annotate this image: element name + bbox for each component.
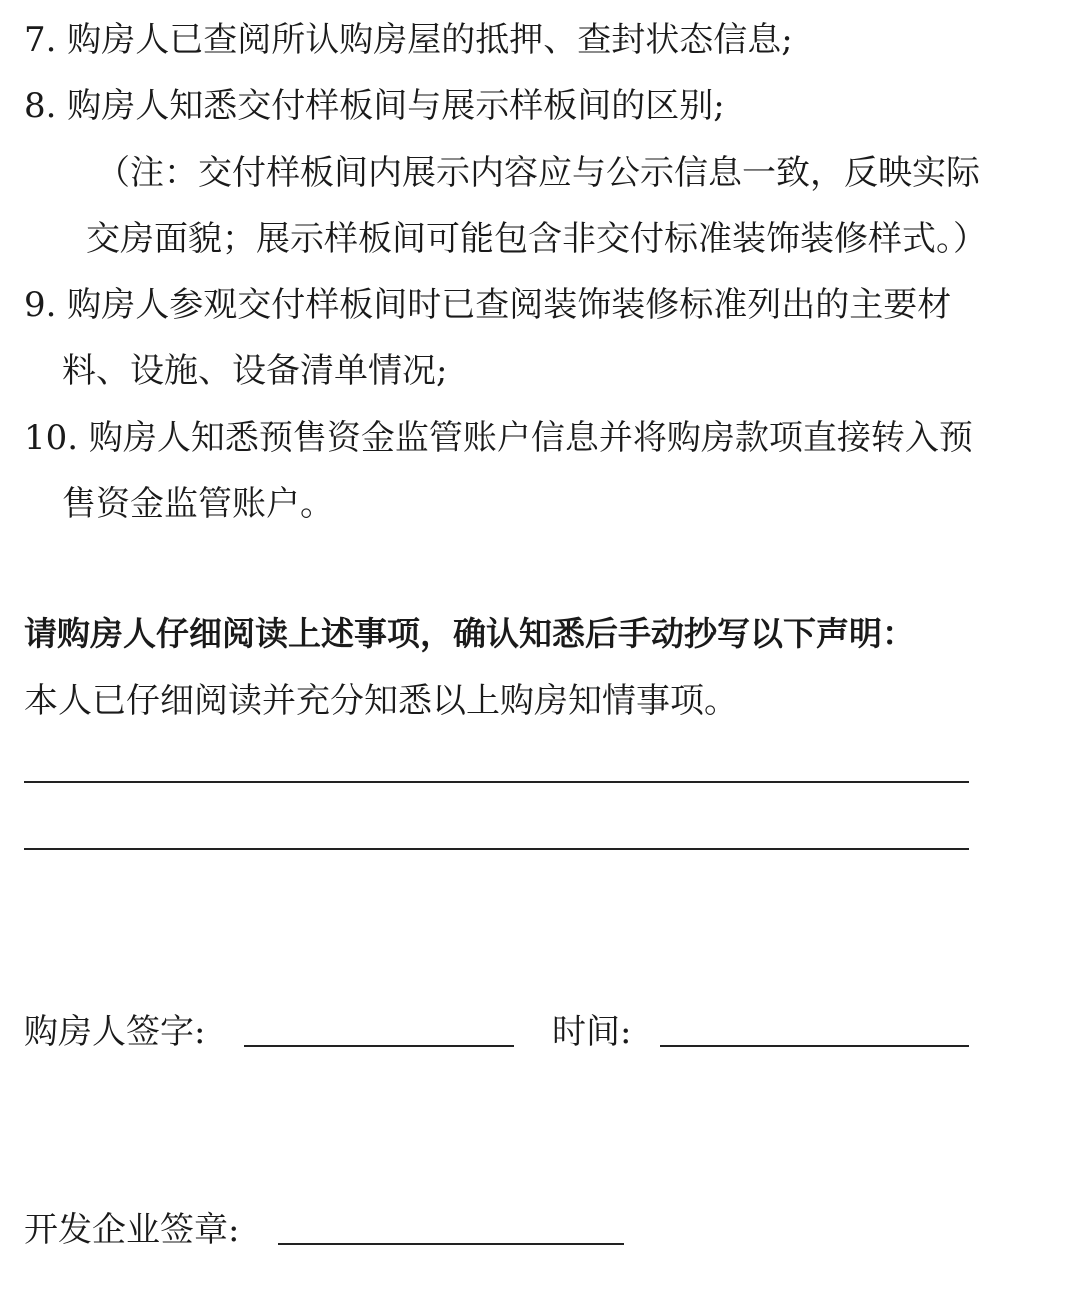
buyer-signature-label-text: 购房人签字: bbox=[24, 1012, 206, 1052]
handwriting-line-2[interactable] bbox=[24, 848, 969, 850]
time-label-text: 时间: bbox=[552, 1012, 632, 1052]
item-8 bbox=[24, 86, 725, 126]
note-line-2-text: 交房面貌；展示样板间可能包含非交付标准装饰装修样式。） bbox=[86, 219, 987, 259]
item-10-line-2 bbox=[62, 484, 334, 524]
item-8-text: 8. 购房人知悉交付样板间与展示样板间的区别; bbox=[24, 86, 725, 126]
declaration-instruction-text: 请购房人仔细阅读上述事项，确认知悉后手动抄写以下声明： bbox=[24, 614, 915, 653]
developer-seal-label-text: 开发企业签章: bbox=[24, 1210, 240, 1250]
item-7 bbox=[24, 20, 836, 60]
declaration-statement-text: 本人已仔细阅读并充分知悉以上购房知情事项。 bbox=[24, 681, 738, 721]
item-9-line-2 bbox=[62, 351, 447, 391]
developer-seal-line[interactable] bbox=[278, 1243, 624, 1245]
handwriting-line-1[interactable] bbox=[24, 781, 969, 783]
developer-seal-label bbox=[24, 1210, 239, 1250]
item-7-text: 7. 购房人已查阅所认购房屋的抵押、查封状态信息; bbox=[24, 20, 793, 60]
note-line-1 bbox=[96, 153, 980, 193]
buyer-signature-label bbox=[24, 1012, 205, 1052]
item-10-line-1-text: 10. 购房人知悉预售资金监管账户信息并将购房款项直接转入预 bbox=[24, 418, 973, 458]
declaration-statement bbox=[24, 681, 738, 721]
declaration-instruction bbox=[24, 614, 915, 654]
time-line[interactable] bbox=[660, 1045, 969, 1047]
note-line-1-text: （注：交付样板间内展示内容应与公示信息一致，反映实际 bbox=[96, 153, 980, 193]
time-label bbox=[552, 1012, 631, 1052]
item-9-line-2-text: 料、设施、设备清单情况; bbox=[62, 351, 448, 391]
note-line-2 bbox=[86, 219, 987, 259]
buyer-signature-line[interactable] bbox=[244, 1045, 514, 1047]
item-9-line-1 bbox=[24, 285, 951, 325]
item-10-line-1 bbox=[24, 418, 973, 458]
item-10-line-2-text: 售资金监管账户。 bbox=[62, 484, 334, 524]
item-9-line-1-text: 9. 购房人参观交付样板间时已查阅装饰装修标准列出的主要材 bbox=[24, 285, 952, 325]
